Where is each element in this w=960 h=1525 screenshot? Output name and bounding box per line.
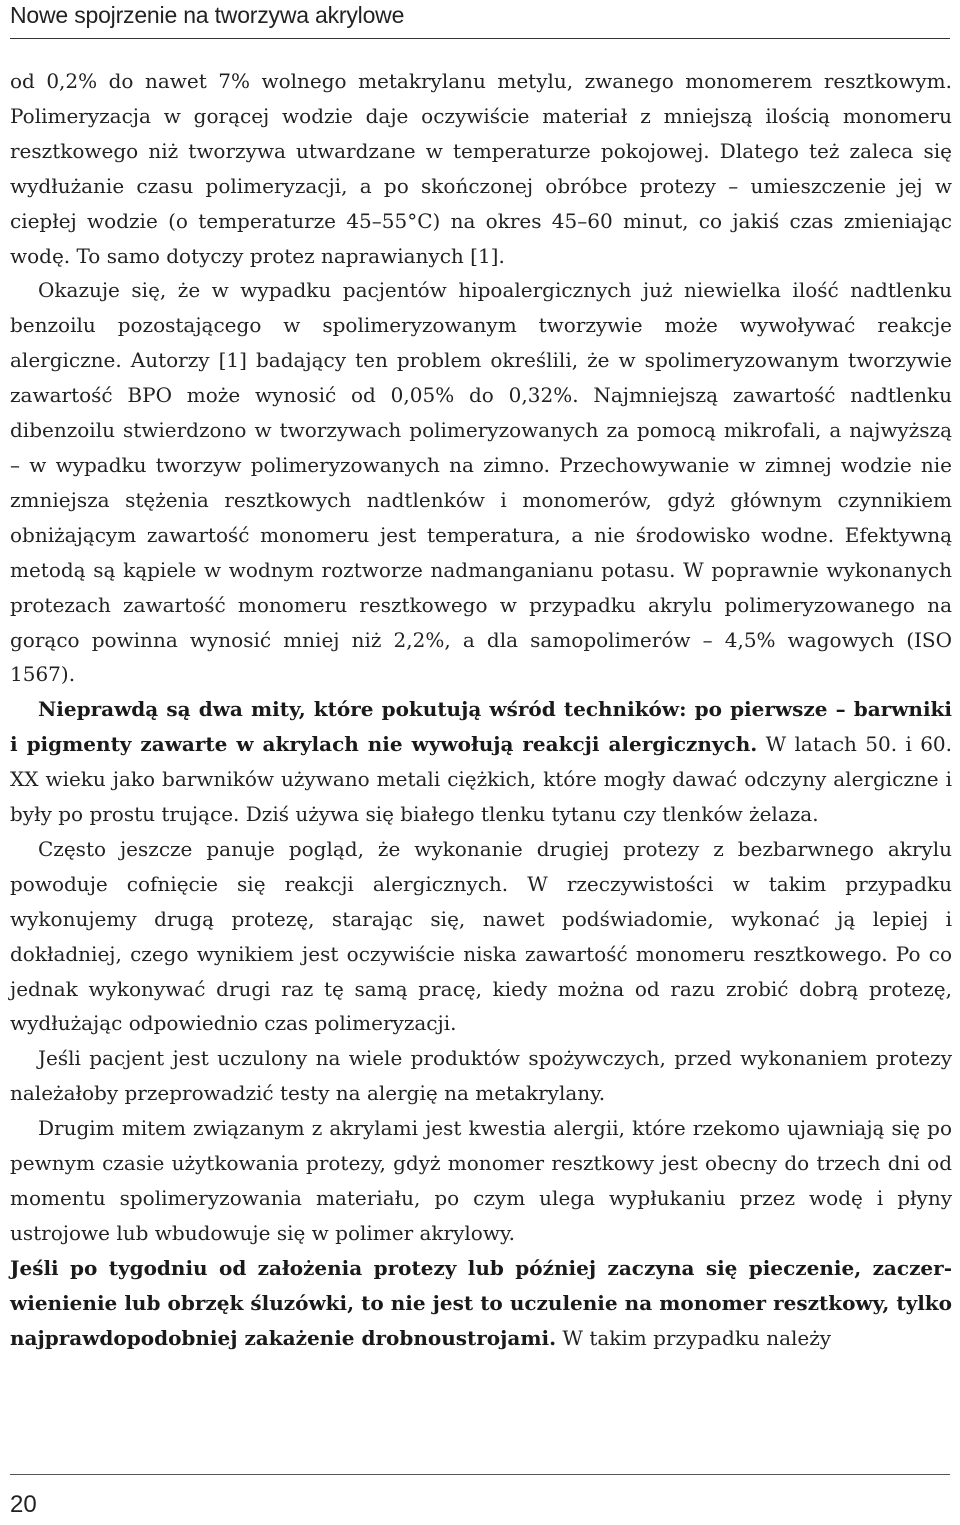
header-divider (10, 38, 950, 39)
paragraph-2: Okazuje się, że w wypadku pacjentów hipoalergicznych już niewielka ilość nadtlenku benzoilu pozostającego w spolimeryzowanym tworzywie może wywoływać reakcje alergiczne. Autorzy [1] badający ten problem określili, że w spolimeryzowanym tworzywie zawartość BPO może wynosić od 0,05% do 0,32%. Najmniejszą zawartość nadtlenku dibenzoilu stwierdzono w tworzywach polimeryzowanych za pomocą mikrofali, a najwyższą – w wypadku tworzyw polimeryzowanych na zimno. Przechowywanie w zimnej wodzie nie zmniejsza stężenia resztkowych nadtlenków i monomerów, gdyż głównym czynnikiem obniżającym zawartość monomeru jest temperatura, a nie środowisko wodne. Efektywną metodą są kąpiele w wodnym roztworze nadmanganianu potasu. W poprawnie wykonanych protezach zawartość monomeru resztkowego w przypadku akrylu polimeryzowanego na gorąco powinna wynosić mniej niż 2,2%, a dla samopolimerów – 4,5% wagowych (ISO 1567). (10, 278, 952, 687)
paragraph-5: Jeśli pacjent jest uczulony na wiele produktów spożywczych, przed wykonaniem protezy należałoby przeprowadzić testy na alergię na metakrylany. (10, 1046, 952, 1106)
page-number: 20 (10, 1491, 37, 1518)
paragraph-3-text: W latach 50. i 60. XX wieku jako barwników używano metali ciężkich, które mogły dawać odczyny alergiczne i były po prostu trujące. Dziś używa się białego tlenku tytanu czy tlenków żelaza. (10, 732, 953, 827)
paragraph-1: od 0,2% do nawet 7% wolnego metakrylanu metylu, zwanego monomerem resztkowym. Polimeryzacja w gorącej wodzie daje oczywiście materiał z mniejszą ilością monomeru resztkowego niż tworzywa utwardzane w temperaturze pokojowej. Dlatego też zaleca się wydłużanie czasu polimeryzacji, a po skończonej obróbce protezy – umieszczenie jej w ciepłej wodzie (o temperaturze 45–55°C) na okres 45–60 minut, co jakiś czas zmieniając wodę. To samo dotyczy protez naprawianych [1]. (10, 69, 952, 268)
paragraph-6 (10, 1111, 952, 1251)
paragraph-4: Często jeszcze panuje pogląd, że wykonanie drugiej protezy z bezbarwnego akrylu powoduje cofnięcie się reakcji alergicznych. W rzeczywistości w takim przypadku wykonujemy drugą protezę, starając się, nawet podświadomie, wykonać ją lepiej i dokładniej, czego wynikiem jest oczywiście niska zawartość monomeru resztkowego. Po co jednak wykonywać drugi raz tę samą pracę, kiedy można od razu zrobić dobrą protezę, wydłużając odpowiednio czas polimeryzacji. (10, 836, 952, 1036)
footer-divider (10, 1474, 950, 1475)
article-body (10, 64, 952, 1356)
running-header-title: Nowe spojrzenie na tworzywa akrylowe (10, 2, 405, 28)
paragraph-7-bold: Jeśli po tygodniu od założenia protezy lub później zaczyna się pieczenie, zaczerwienienie lub obrzęk śluzówki, to nie jest to uczulenie na monomer resztkowy, tylko najprawdopodobniej zakażenie drobnoustrojami. (10, 1255, 952, 1350)
paragraph-6-text: Drugim mitem związanym z akrylami jest kwestia alergii, które rzekomo ujawniają się po pewnym czasie użytkowania protezy, gdyż monomer resztkowy jest obecny do trzech dni od momentu spolimeryzowania materiału, po czym ulega wypłukaniu przez wodę i płyny ustrojowe lub wbudowuje się w polimer akrylowy. (10, 1116, 952, 1245)
paragraph-7 (10, 1251, 952, 1356)
paragraph-3-bold: Nieprawdą są dwa mity, które pokutują wśród techników: po pierwsze – barwniki i pigmenty zawarte w akrylach nie wywołują reakcji alergicznych. (10, 697, 952, 757)
paragraph-7-text: W takim przypadku należy (556, 1325, 832, 1350)
paragraph-3 (10, 692, 952, 832)
